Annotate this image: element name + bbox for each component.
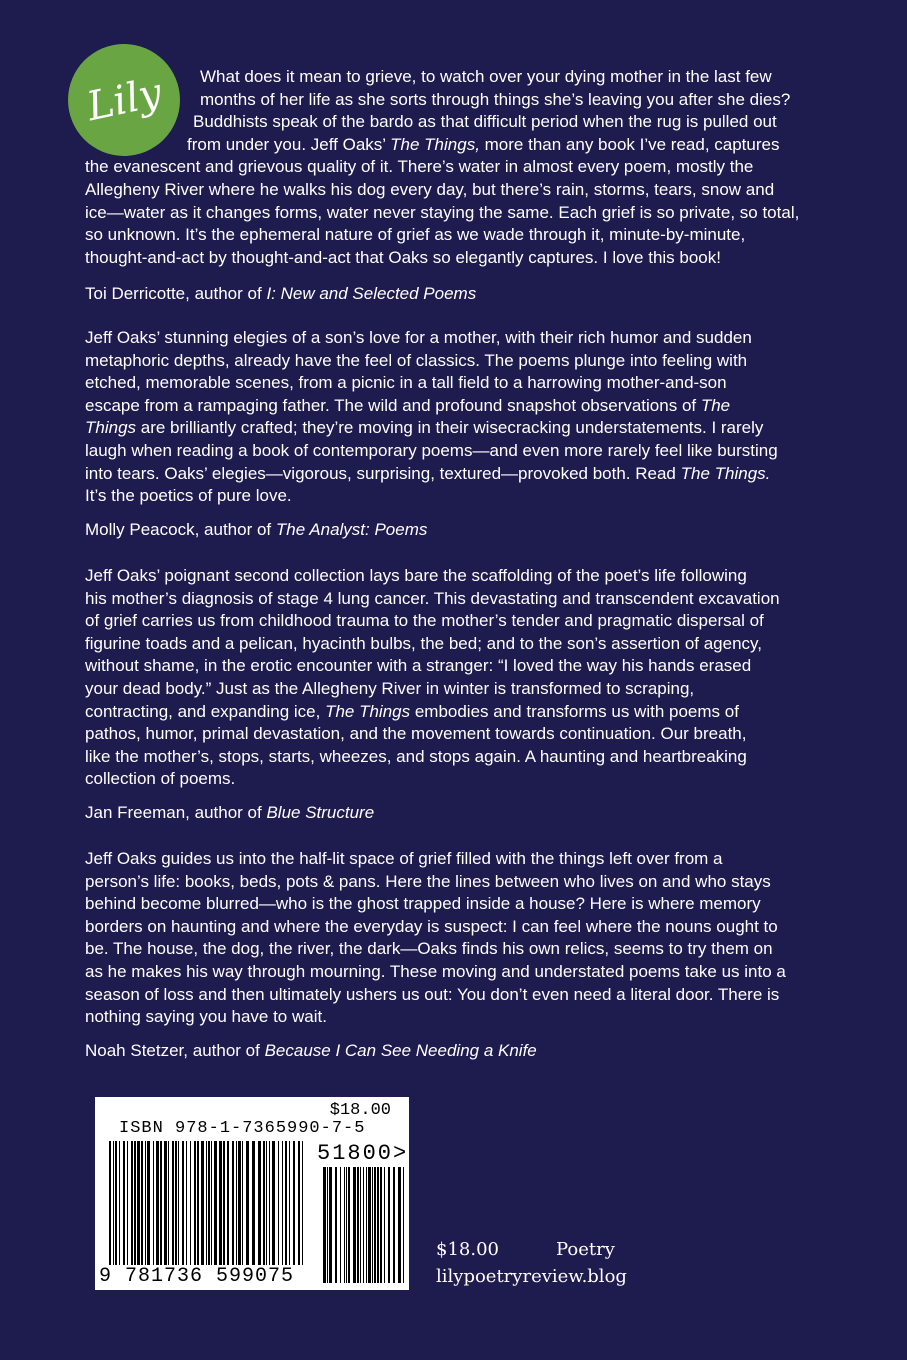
- blurb-line: [85, 463, 815, 486]
- barcode-bar: [168, 1141, 169, 1265]
- barcode-digits: 9 781736 599075: [99, 1265, 295, 1288]
- blurb-text: so unknown. It’s the ephemeral nature of grief as we wade through it, minute-by-minute,: [85, 225, 746, 245]
- barcode-bar: [211, 1141, 212, 1265]
- barcode-bar: [298, 1141, 300, 1265]
- blurb-text: embodies and transforms us with poems of: [410, 701, 739, 721]
- blurb-line: [85, 938, 815, 961]
- blurb-text: escape from a rampaging father. The wild and profound snapshot observations of: [85, 395, 701, 415]
- blurb-line: [85, 893, 815, 916]
- barcode-bar: [206, 1141, 207, 1265]
- blurb-line: [85, 202, 815, 225]
- blurb-text: metaphoric depths, already have the feel of classics. The poems plunge into feeling with: [85, 350, 748, 370]
- blurb-line: [85, 961, 815, 984]
- footer-genre: Poetry: [556, 1239, 615, 1260]
- barcode-bar: [377, 1167, 379, 1283]
- barcode-bar: [344, 1167, 345, 1283]
- blurb-line: [85, 440, 815, 463]
- blurb-text: his mother’s diagnosis of stage 4 lung cancer. This devastating and transcendent excavation: [85, 588, 780, 608]
- blurb-text: your dead body.” Just as the Allegheny River in winter is transformed to scraping,: [85, 678, 695, 698]
- blurb-text: borders on haunting and where the everyday is suspect: I can feel where the nouns ought to: [85, 916, 778, 936]
- book-title: Blue Structure: [266, 803, 375, 822]
- barcode-bar: [329, 1167, 332, 1283]
- barcode-bar: [340, 1167, 341, 1283]
- barcode-bar: [134, 1141, 136, 1265]
- blurb-line: [85, 746, 815, 769]
- blurb-text: pathos, humor, primal devastation, and the movement towards continuation. Our breath,: [85, 724, 747, 744]
- blurb-line: [85, 179, 815, 202]
- blurb-line: [85, 111, 815, 134]
- blurb-text: without shame, in the erotic encounter with a stranger: “I loved the way his hands erased: [85, 656, 752, 676]
- blurb-text: of grief carries us from childhood trauma to the mother’s tender and pragmatic dispersal of: [85, 611, 764, 631]
- blurb-text: like the mother’s, stops, starts, wheezes, and stops again. A haunting and heartbreaking: [85, 746, 747, 766]
- barcode-bar: [282, 1141, 283, 1265]
- barcode-bar: [175, 1141, 177, 1265]
- blurb-text: the evanescent and grievous quality of it. There’s water in almost every poem, mostly the: [85, 157, 754, 177]
- barcode-bar: [403, 1167, 404, 1283]
- attribution-1: [85, 284, 476, 304]
- barcode-isbn: ISBN 978-1-7365990-7-5: [119, 1119, 366, 1138]
- blurb-line: [85, 224, 815, 247]
- barcode-bar: [164, 1141, 167, 1265]
- barcode-bar: [115, 1141, 117, 1265]
- barcode-bar: [363, 1167, 364, 1283]
- barcode-bar: [109, 1141, 111, 1265]
- barcode-bar: [366, 1167, 367, 1283]
- blurb-line: [85, 655, 815, 678]
- blurb-line: [85, 350, 815, 373]
- italic-title-text: The Things.: [680, 463, 771, 483]
- isbn-barcode: [95, 1097, 409, 1290]
- barcode-bar: [398, 1167, 401, 1283]
- barcode-bar: [335, 1167, 337, 1283]
- barcode-bar: [113, 1141, 114, 1265]
- blurb-text: collection of poems.: [85, 769, 236, 789]
- blurb-line: [85, 633, 815, 656]
- author-of: author of: [189, 284, 267, 303]
- barcode-bar: [119, 1141, 120, 1265]
- blurb-line: [85, 156, 815, 179]
- blurb-line: [85, 984, 815, 1007]
- blurb-text: Jeff Oaks guides us into the half-lit space of grief filled with the things left over from a: [85, 849, 723, 868]
- blurb-line: [85, 417, 815, 440]
- blurb-line: [85, 871, 815, 894]
- barcode-bar: [194, 1141, 196, 1265]
- barcode-bar: [227, 1141, 229, 1265]
- barcode-bar: [201, 1141, 204, 1265]
- blurb-line: [85, 588, 815, 611]
- blurb-line: [85, 565, 815, 588]
- attribution-3: [85, 803, 374, 823]
- blurb-text: thought-and-act by thought-and-act that Oaks so elegantly captures. I love this book!: [85, 247, 721, 267]
- author-of: author of: [188, 1041, 265, 1060]
- barcode-bar: [368, 1167, 371, 1283]
- author-name: Noah Stetzer,: [85, 1041, 189, 1060]
- barcode-bar: [246, 1141, 249, 1265]
- blurb-line: [85, 610, 815, 633]
- barcode-bar: [353, 1167, 356, 1283]
- italic-title-text: The: [700, 395, 731, 415]
- barcode-bar: [123, 1141, 125, 1265]
- barcode-bar: [208, 1141, 210, 1265]
- barcode-bar: [266, 1141, 267, 1265]
- blurb-line: [85, 66, 815, 89]
- barcode-bar: [242, 1141, 243, 1265]
- blurb-text: months of her life as she sorts through things she’s leaving you after she dies?: [200, 89, 791, 109]
- blurb-text: be. The house, the dog, the river, the dark—Oaks finds his own relics, seems to try them on: [85, 939, 773, 959]
- barcode-bar: [186, 1141, 187, 1265]
- blurb-line: [85, 485, 815, 508]
- barcode-bar: [357, 1167, 359, 1283]
- barcode-bar: [393, 1167, 395, 1283]
- blurb-text: It’s the poetics of pure love.: [85, 486, 292, 506]
- barcode-bar: [190, 1141, 191, 1265]
- blurb-1: [82, 66, 815, 269]
- blurb-line: [85, 848, 815, 871]
- barcode-bar: [141, 1141, 143, 1265]
- book-title: I: New and Selected Poems: [266, 284, 477, 303]
- barcode-bar: [156, 1141, 159, 1265]
- barcode-bar: [374, 1167, 376, 1283]
- blurb-line: [85, 247, 815, 270]
- barcode-bar: [269, 1141, 270, 1265]
- barcode-bar: [372, 1167, 373, 1283]
- author-of: author of: [199, 520, 276, 539]
- footer-url: lilypoetryreview.blog: [436, 1266, 627, 1287]
- italic-title-text: The Things: [325, 701, 411, 721]
- blurb-line: [85, 768, 815, 791]
- blurb-3: [85, 565, 815, 791]
- barcode-bar: [289, 1141, 290, 1265]
- barcode-bar: [131, 1141, 133, 1265]
- barcode-bar: [293, 1141, 295, 1265]
- barcode-bar: [172, 1141, 174, 1265]
- barcode-bar: [223, 1141, 225, 1265]
- footer-price-genre: [436, 1239, 616, 1260]
- book-title: The Analyst: Poems: [275, 520, 428, 539]
- blurb-line: [85, 916, 815, 939]
- author-of: author of: [189, 803, 267, 822]
- blurb-line: [85, 327, 815, 350]
- blurb-text: What does it mean to grieve, to watch over your dying mother in the last few: [200, 67, 772, 86]
- barcode-bar: [145, 1141, 146, 1265]
- blurb-text: figurine toads and a pelican, hyacinth bulbs, the bed; and to the son’s assertion of agency,: [85, 633, 762, 653]
- barcode-bar: [258, 1141, 261, 1265]
- barcode-bar: [388, 1167, 390, 1283]
- blurb-text: behind become blurred—who is the ghost trapped inside a house? Here is where memory: [85, 894, 761, 914]
- blurb-text: into tears. Oaks’ elegies—vigorous, surprising, textured—provoked both. Read: [85, 463, 681, 483]
- blurb-text: etched, memorable scenes, from a picnic in a tall field to a harrowing mother-and-son: [85, 373, 727, 393]
- barcode-bar: [160, 1141, 162, 1265]
- blurb-line: [85, 1006, 815, 1029]
- blurb-text: from under you. Jeff Oaks’: [187, 134, 391, 154]
- barcode-bar: [323, 1167, 326, 1283]
- blurb-text: nothing saying you have to wait.: [85, 1007, 327, 1027]
- barcode-bar: [137, 1141, 140, 1265]
- italic-title-text: Things: [85, 418, 137, 438]
- barcode-bar: [153, 1141, 154, 1265]
- barcode-price: $18.00: [329, 1101, 391, 1120]
- book-title: Because I Can See Needing a Knife: [264, 1041, 537, 1060]
- author-name: Jan Freeman,: [85, 803, 190, 822]
- blurb-text: season of loss and then ultimately ushers us out: You don’t even need a literal door. There is: [85, 984, 780, 1004]
- barcode-bar: [182, 1141, 184, 1265]
- blurb-line: [85, 678, 815, 701]
- barcode-bar: [214, 1141, 217, 1265]
- barcode-bar: [219, 1141, 222, 1265]
- barcode-bar: [380, 1167, 382, 1283]
- blurb-line: [85, 395, 815, 418]
- blurb-text: person’s life: books, beds, pots & pans. Here the lines between who lives on and who stays: [85, 871, 771, 891]
- footer-price: $18.00: [436, 1239, 499, 1260]
- barcode-bar: [232, 1141, 234, 1265]
- blurb-text: Allegheny River where he walks his dog every day, but there’s rain, storms, tears, snow and: [85, 179, 775, 199]
- blurb-line: [85, 134, 815, 157]
- barcode-bar: [302, 1141, 303, 1265]
- blurb-text: Jeff Oaks’ poignant second collection lays bare the scaffolding of the poet’s life following: [85, 566, 747, 585]
- barcode-bar: [236, 1141, 237, 1265]
- blurb-text: laugh when reading a book of contemporary poems—and even more rarely feel like bursting: [85, 440, 778, 460]
- barcode-bar: [127, 1141, 128, 1265]
- blurb-text: contracting, and expanding ice,: [85, 701, 326, 721]
- barcode-bar: [252, 1141, 255, 1265]
- blurb-text: Jeff Oaks’ stunning elegies of a son’s love for a mother, with their rich humor and sudden: [85, 328, 752, 347]
- italic-title-text: The Things,: [390, 134, 480, 154]
- barcode-bar: [263, 1141, 265, 1265]
- blurb-text: Buddhists speak of the bardo as that difficult period when the rug is pulled out: [193, 112, 777, 132]
- blurb-line: [85, 89, 815, 112]
- author-name: Toi Derricotte,: [85, 284, 190, 303]
- barcode-bar: [346, 1167, 347, 1283]
- blurb-2: [85, 327, 815, 508]
- barcode-bar: [360, 1167, 361, 1283]
- blurb-text: ice—water as it changes forms, water never staying the same. Each grief is so private, so total,: [85, 202, 800, 222]
- logo-text: Lily: [82, 69, 166, 131]
- barcode-bar: [197, 1141, 199, 1265]
- barcode-bar: [147, 1141, 150, 1265]
- barcode-bar: [327, 1167, 328, 1283]
- blurb-4: [85, 848, 815, 1029]
- barcode-bar: [348, 1167, 350, 1283]
- author-name: Molly Peacock,: [85, 520, 200, 539]
- barcode-bar: [238, 1141, 241, 1265]
- attribution-4: [85, 1041, 537, 1061]
- blurb-text: as he makes his way through mourning. These moving and understated poems take us into a: [85, 961, 786, 981]
- barcode-bar: [272, 1141, 275, 1265]
- barcode-bar: [178, 1141, 179, 1265]
- blurb-text: more than any book I’ve read, captures: [479, 134, 780, 154]
- barcode-bar: [278, 1141, 279, 1265]
- attribution-2: [85, 520, 427, 540]
- barcode-bar: [285, 1141, 287, 1265]
- blurb-text: are brilliantly crafted; they’re moving in their wisecracking understatements. I rarely: [136, 418, 764, 438]
- barcode-bar: [384, 1167, 385, 1283]
- barcode-addon: 51800>: [317, 1141, 409, 1166]
- blurb-line: [85, 723, 815, 746]
- blurb-line: [85, 372, 815, 395]
- blurb-line: [85, 701, 815, 724]
